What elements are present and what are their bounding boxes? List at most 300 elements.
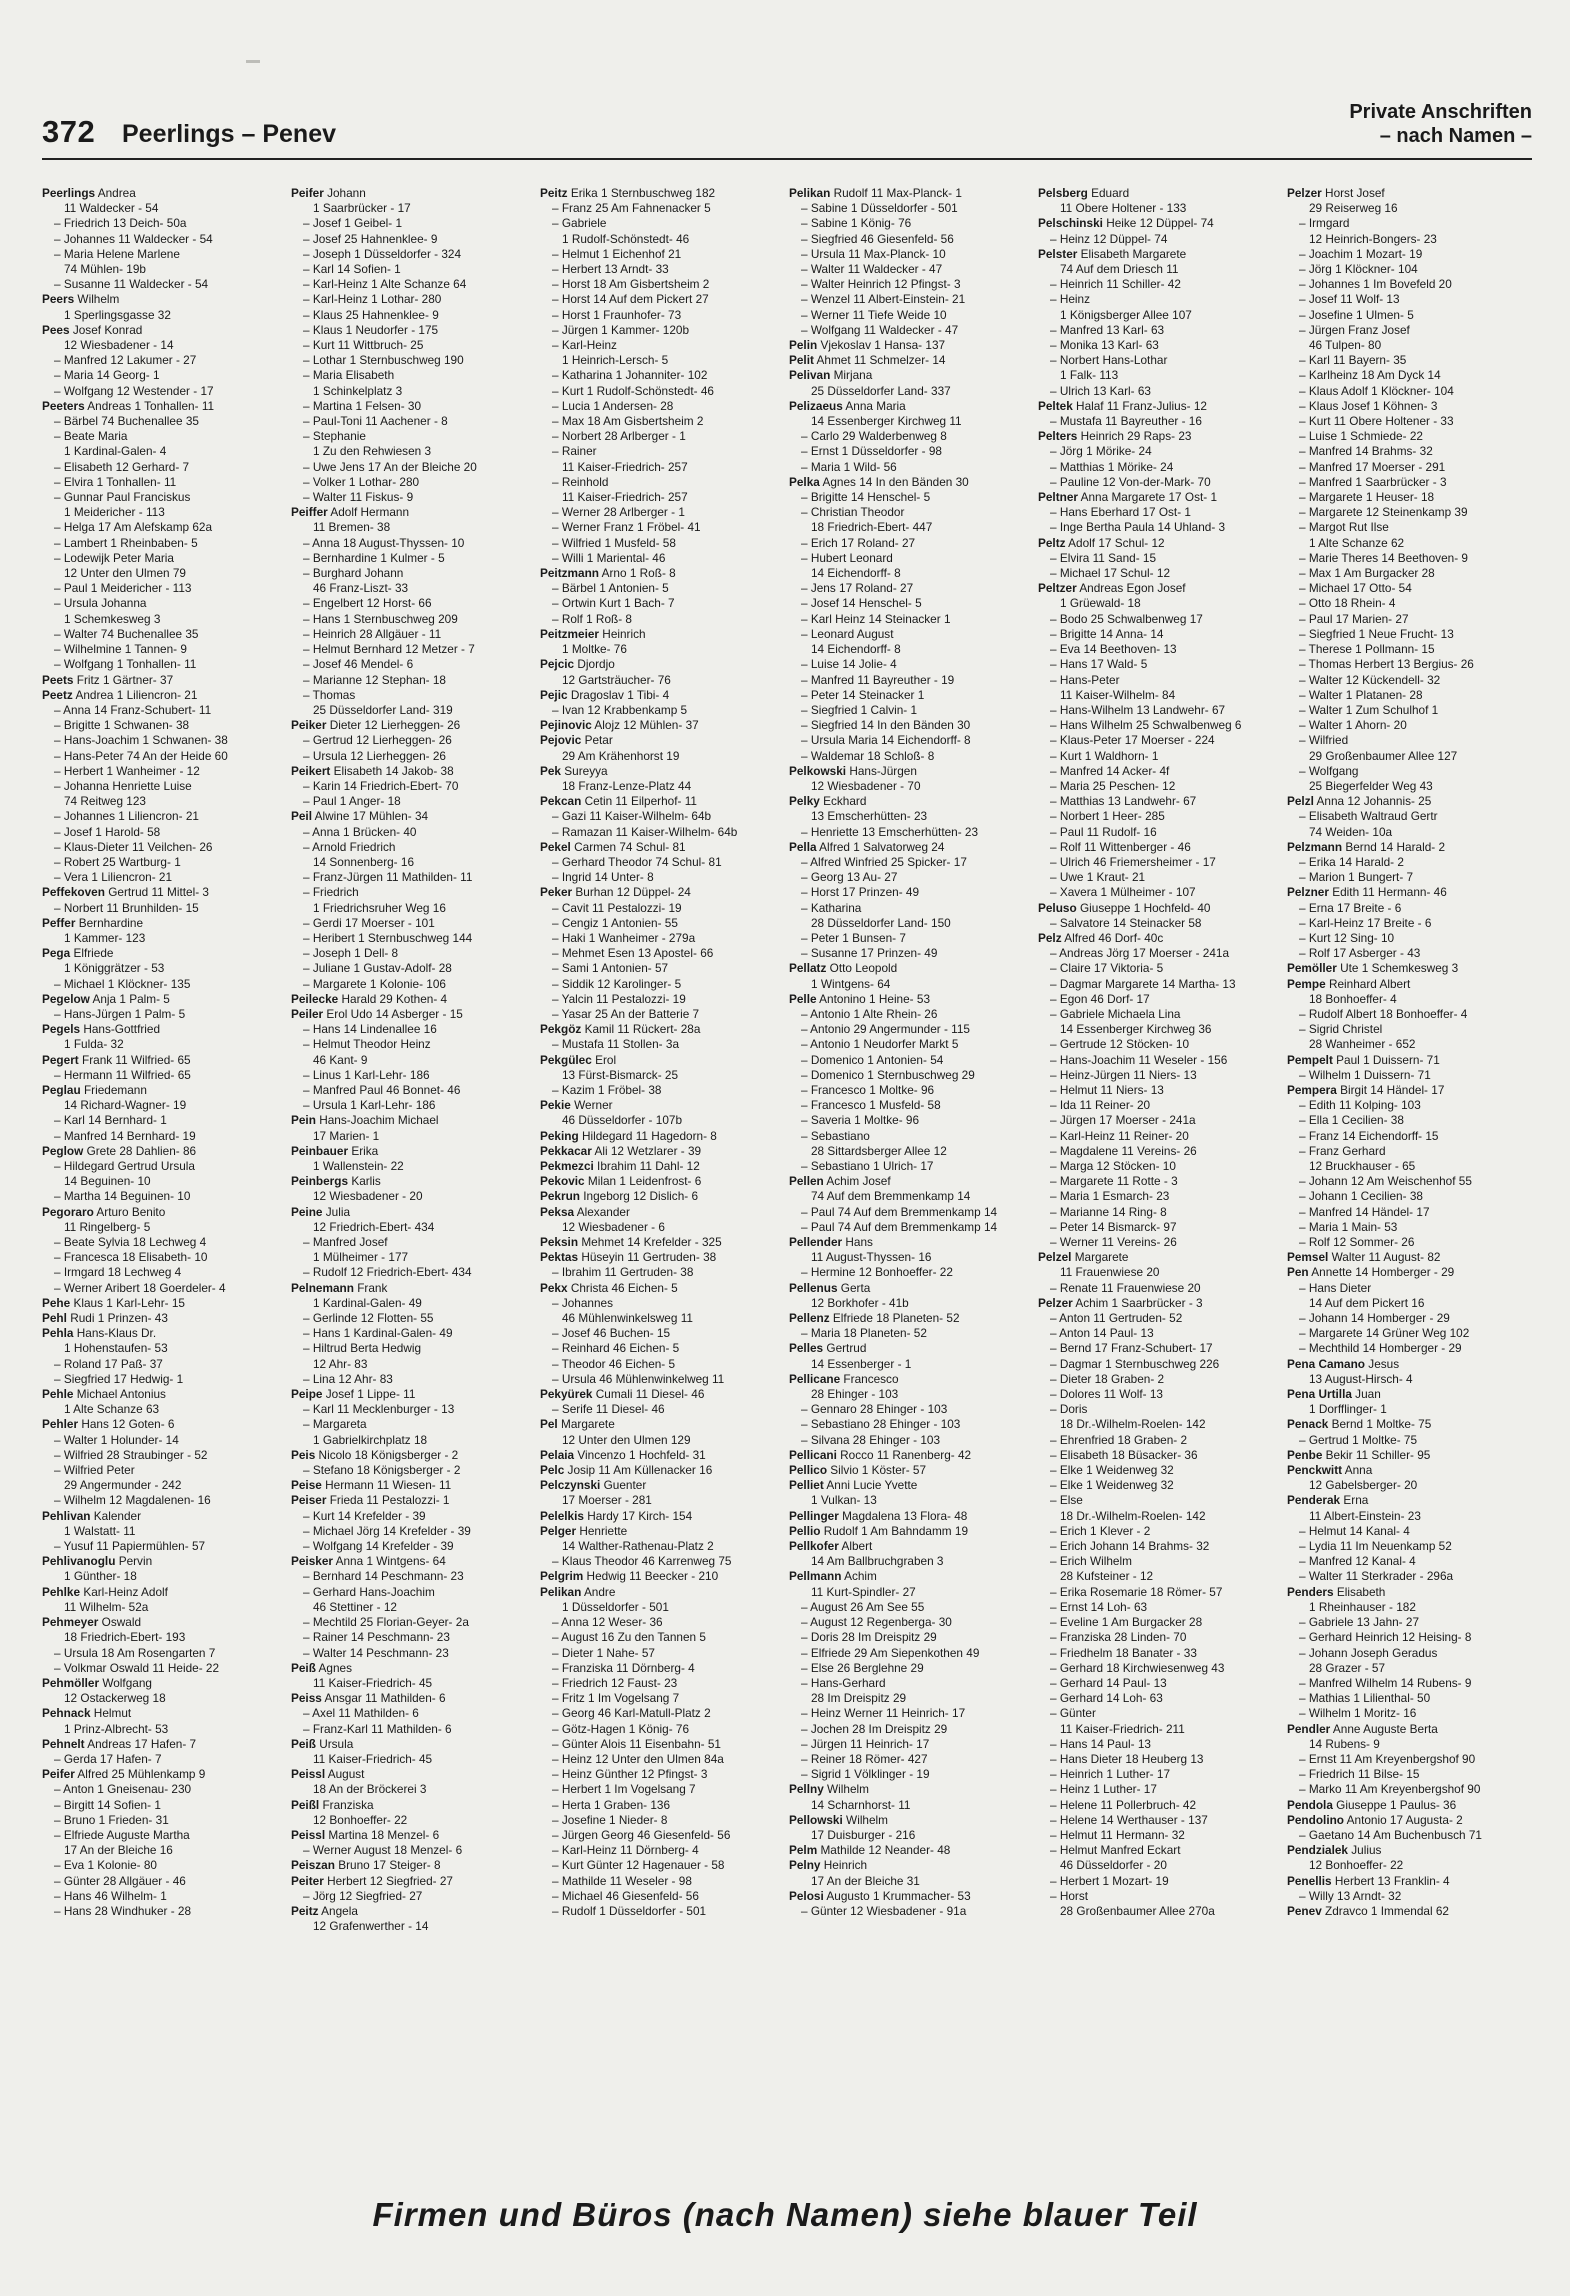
directory-subentry: – Manfred 14 Händel- 17 <box>1299 1204 1430 1219</box>
directory-entry: Peluso Giuseppe 1 Hochfeld- 40 <box>1038 900 1211 915</box>
address-line: 46 Mühlenwinkelsweg 11 <box>562 1311 693 1326</box>
directory-subentry: – Eva 1 Kolonie- 80 <box>54 1858 157 1873</box>
directory-subentry: – Manfred 14 Bernhard- 19 <box>54 1128 196 1143</box>
surname: Pelzmann <box>1287 839 1343 854</box>
address-line: 28 Düsseldorfer Land- 150 <box>811 915 951 930</box>
surname: Pehlivan <box>42 1508 91 1523</box>
directory-subentry: – Willy 13 Arndt- 32 <box>1299 1888 1402 1903</box>
address-line: 17 An der Bleiche 16 <box>64 1843 173 1858</box>
directory-entry: Pendola Giuseppe 1 Paulus- 36 <box>1287 1797 1457 1812</box>
surname: Pegelow <box>42 991 90 1006</box>
address-line: 12 Gabelsberger- 20 <box>1309 1478 1418 1493</box>
address-line: 29 Angermunder - 242 <box>64 1478 182 1493</box>
address-line: 14 Essenberger Kirchweg 11 <box>811 414 962 429</box>
directory-entry: Peglau Friedemann <box>42 1082 147 1097</box>
directory-entry: Pekie Werner <box>540 1098 613 1113</box>
directory-subentry: – Manfred 14 Acker- 4f <box>1050 763 1170 778</box>
directory-subentry: – Karl 11 Bayern- 35 <box>1299 353 1407 368</box>
directory-subentry: – Hans-Peter <box>1050 672 1120 687</box>
directory-entry: Peltek Halaf 11 Franz-Julius- 12 <box>1038 398 1207 413</box>
directory-subentry: – Walter 11 Fiskus- 9 <box>303 490 414 505</box>
directory-subentry: – Otto 18 Rhein- 4 <box>1299 596 1396 611</box>
directory-subentry: – Gerda 17 Hafen- 7 <box>54 1751 162 1766</box>
directory-subentry: – Karl-Heinz 11 Dörnberg- 4 <box>552 1843 699 1858</box>
address-line: 46 Düsseldorfer - 20 <box>1060 1858 1167 1873</box>
surname: Peise <box>291 1478 322 1493</box>
directory-subentry: – Heinz-Jürgen 11 Niers- 13 <box>1050 1067 1197 1082</box>
directory-subentry: – Carlo 29 Walderbenweg 8 <box>801 429 947 444</box>
directory-subentry: – Kurt 14 Krefelder - 39 <box>303 1508 426 1523</box>
directory-entry: Pellender Hans <box>789 1235 873 1250</box>
directory-subentry: – Anton 14 Paul- 13 <box>1050 1326 1154 1341</box>
surname: Penderak <box>1287 1493 1341 1508</box>
directory-subentry: – Hans Eberhard 17 Ost- 1 <box>1050 505 1191 520</box>
directory-entry: Peers Wilhelm <box>42 292 120 307</box>
directory-subentry: – August 26 Am See 55 <box>801 1599 925 1614</box>
directory-subentry: – Ernst 11 Am Kreyenbergshof 90 <box>1299 1751 1476 1766</box>
surname: Pendzialek <box>1287 1843 1348 1858</box>
directory-subentry: – Jörg 12 Siegfried- 27 <box>303 1888 423 1903</box>
directory-subentry: – Antonio 29 Angermunder - 115 <box>801 1022 970 1037</box>
directory-subentry: – Friedrich 11 Bilse- 15 <box>1299 1767 1420 1782</box>
directory-entry: Pek Sureyya <box>540 763 608 778</box>
directory-entry: Peise Hermann 11 Wiesen- 11 <box>291 1478 452 1493</box>
directory-entry: Penckwitt Anna <box>1287 1463 1373 1478</box>
directory-subentry: – Klaus-Peter 17 Moerser - 224 <box>1050 733 1215 748</box>
directory-subentry: – Wilhelm 1 Duissern- 71 <box>1299 1067 1431 1082</box>
directory-entry: Peine Julia <box>291 1204 351 1219</box>
surname: Peiser <box>291 1493 327 1508</box>
directory-subentry: – Herbert 1 Mozart- 19 <box>1050 1873 1169 1888</box>
directory-subentry: – Cavit 11 Pestalozzi- 19 <box>552 900 682 915</box>
directory-subentry: – Josef 1 Geibel- 1 <box>303 216 403 231</box>
directory-entry: Pegels Hans-Gottfried <box>42 1022 161 1037</box>
directory-entry: Pelosi Augusto 1 Krummacher- 53 <box>789 1888 971 1903</box>
surname: Peitzmann <box>540 566 599 581</box>
directory-subentry: – Heinz 12 Unter den Ulmen 84a <box>552 1751 724 1766</box>
surname: Pelm <box>789 1843 818 1858</box>
directory-subentry: – Ursula 12 Lierheggen- 26 <box>303 748 446 763</box>
directory-entry: Pemsel Walter 11 August- 82 <box>1287 1250 1441 1265</box>
directory-subentry: – Hermann 11 Wilfried- 65 <box>54 1067 191 1082</box>
directory-subentry: – Susanne 17 Prinzen- 49 <box>801 946 938 961</box>
directory-entry: Pelkowski Hans-Jürgen <box>789 763 917 778</box>
directory-subentry: – Serife 11 Diesel- 46 <box>552 1402 665 1417</box>
address-line: 1 Kammer- 123 <box>64 930 146 945</box>
surname: Pehlke <box>42 1584 81 1599</box>
directory-subentry: – Ingrid 14 Unter- 8 <box>552 870 654 885</box>
surname: Pehnelt <box>42 1736 85 1751</box>
surname: Pehe <box>42 1295 71 1310</box>
address-line: 12 Ostackerweg 18 <box>64 1691 166 1706</box>
address-line: 28 Grazer - 57 <box>1309 1660 1386 1675</box>
directory-subentry: – Kurt 1 Waldhorn- 1 <box>1050 748 1159 763</box>
directory-subentry: – Christian Theodor <box>801 505 905 520</box>
directory-subentry: – Günter Alois 11 Eisenbahn- 51 <box>552 1736 721 1751</box>
address-line: 1 Meidericher - 113 <box>64 505 165 520</box>
directory-entry: Pelikan Andre <box>540 1584 616 1599</box>
directory-subentry: – Siegfried 17 Hedwig- 1 <box>54 1371 184 1386</box>
directory-subentry: – Manfred 12 Kanal- 4 <box>1299 1554 1416 1569</box>
surname: Peis <box>291 1447 316 1462</box>
surname: Pelin <box>789 338 818 353</box>
directory-subentry: – Hans 17 Wald- 5 <box>1050 657 1148 672</box>
directory-entry: Peifer Johann <box>291 186 366 200</box>
directory-subentry: – Maria 14 Georg- 1 <box>54 368 160 383</box>
directory-entry: Pelz Alfred 46 Dorf- 40c <box>1038 930 1164 945</box>
directory-subentry: – Werner Franz 1 Fröbel- 41 <box>552 520 701 535</box>
directory-subentry: – Matthias 1 Mörike- 24 <box>1050 459 1174 474</box>
directory-subentry: – Ida 11 Reiner- 20 <box>1050 1098 1151 1113</box>
directory-subentry: – Ursula Maria 14 Eichendorff- 8 <box>801 733 971 748</box>
directory-subentry: – Gerhard Hans-Joachim <box>303 1584 435 1599</box>
surname: Peltek <box>1038 398 1073 413</box>
directory-subentry: – Erna 17 Breite - 6 <box>1299 900 1402 915</box>
directory-subentry: – Helmut 1 Eichenhof 21 <box>552 246 682 261</box>
surname: Peltzer <box>1038 581 1077 596</box>
surname: Pehler <box>42 1417 79 1432</box>
surname: Pekyürek <box>540 1387 593 1402</box>
address-line: 14 Walther-Rathenau-Platz 2 <box>562 1539 714 1554</box>
directory-subentry: – Francesco 1 Moltke- 96 <box>801 1082 935 1097</box>
address-line: 12 Wiesbadener - 20 <box>313 1189 423 1204</box>
directory-subentry: – Manfred Wilhelm 14 Rubens- 9 <box>1299 1675 1472 1690</box>
directory-subentry: – Silvana 28 Ehinger - 103 <box>801 1432 941 1447</box>
directory-subentry: – Kurt Günter 12 Hagenauer - 58 <box>552 1858 725 1873</box>
surname: Pellen <box>789 1174 824 1189</box>
directory-subentry: – Eva 14 Beethoven- 13 <box>1050 642 1177 657</box>
directory-subentry: – Gunnar Paul Franciskus <box>54 490 191 505</box>
surname: Pelosi <box>789 1888 824 1903</box>
directory-subentry: – Magdalene 11 Vereins- 26 <box>1050 1143 1197 1158</box>
directory-subentry: – Wilhelm 12 Magdalenen- 16 <box>54 1493 211 1508</box>
surname: Pellmann <box>789 1569 842 1584</box>
directory-entry: Penev Zdravco 1 Immendal 62 <box>1287 1903 1449 1918</box>
directory-subentry: – Maria 1 Esmarch- 23 <box>1050 1189 1170 1204</box>
address-line: 1 Falk- 113 <box>1060 368 1119 383</box>
directory-subentry: – Hiltrud Berta Hedwig <box>303 1341 422 1356</box>
directory-subentry: – Marianne 14 Ring- 8 <box>1050 1204 1167 1219</box>
directory-subentry: – Alfred Winfried 25 Spicker- 17 <box>801 854 967 869</box>
directory-subentry: – Klaus Josef 1 Köhnen- 3 <box>1299 398 1438 413</box>
directory-subentry: – Hans 28 Windhuker - 28 <box>54 1903 192 1918</box>
surname: Pelzel <box>1038 1250 1072 1265</box>
directory-entry: Penack Bernd 1 Moltke- 75 <box>1287 1417 1432 1432</box>
section-title <box>1349 100 1532 148</box>
directory-entry: Peffer Bernhardine <box>42 915 144 930</box>
directory-subentry: – Maria 18 Planeten- 52 <box>801 1326 927 1341</box>
directory-subentry: – Peter 14 Bismarck- 97 <box>1050 1219 1177 1234</box>
directory-subentry: – Paul 1 Anger- 18 <box>303 794 401 809</box>
surname: Pees <box>42 322 70 337</box>
address-line: 28 Großenbaumer Allee 270a <box>1060 1903 1215 1918</box>
surname: Peksa <box>540 1204 575 1219</box>
surname: Pelschinski <box>1038 216 1103 231</box>
surname: Peinbauer <box>291 1143 349 1158</box>
surname: Pehnack <box>42 1706 91 1721</box>
directory-entry: Pejinovic Alojz 12 Mühlen- 37 <box>540 718 699 733</box>
directory-subentry: – Walter 1 Ahorn- 20 <box>1299 718 1407 733</box>
surname: Pelka <box>789 474 820 489</box>
address-line: 14 Beguinen- 10 <box>64 1174 151 1189</box>
address-line: 1 Heinrich-Lersch- 5 <box>562 353 669 368</box>
directory-subentry: – Klaus 1 Neudorfer - 175 <box>303 322 439 337</box>
directory-entry: Pemöller Ute 1 Schemkesweg 3 <box>1287 961 1459 976</box>
surname: Peerlings <box>42 186 96 200</box>
address-line: 12 Grafenwerther - 14 <box>313 1919 429 1934</box>
address-line: 1 Königgrätzer - 53 <box>64 961 165 976</box>
directory-subentry: – Peter 14 Steinacker 1 <box>801 687 925 702</box>
directory-entry: Pena Urtilla Juan <box>1287 1387 1381 1402</box>
directory-entry: Penderak Erna <box>1287 1493 1369 1508</box>
directory-subentry: – Wilhelmine 1 Tannen- 9 <box>54 642 187 657</box>
directory-subentry: – Kurt 12 Sing- 10 <box>1299 930 1395 945</box>
directory-subentry: – Margarete 11 Rotte - 3 <box>1050 1174 1178 1189</box>
directory-subentry: – Paul 74 Auf dem Bremmenkamp 14 <box>801 1219 998 1234</box>
directory-subentry: – Max 1 Am Burgacker 28 <box>1299 566 1435 581</box>
directory-subentry: – Wilfried Peter <box>54 1463 135 1478</box>
surname: Pellico <box>789 1463 828 1478</box>
surname: Peetz <box>42 687 73 702</box>
directory-subentry: – Erich 1 Klever - 2 <box>1050 1523 1151 1538</box>
address-line: 1 Kardinal-Galen- 49 <box>313 1295 422 1310</box>
directory-entry: Pekgülec Erol <box>540 1052 617 1067</box>
directory-subentry: – Johannes <box>552 1295 614 1310</box>
directory-subentry: – Johanna Henriette Luise <box>54 778 192 793</box>
directory-subentry: – Engelbert 12 Horst- 66 <box>303 596 432 611</box>
directory-subentry: – Joseph 1 Düsseldorfer - 324 <box>303 246 462 261</box>
directory-subentry: – Hans-Jürgen 1 Palm- 5 <box>54 1006 186 1021</box>
directory-subentry: – Hans Dieter <box>1299 1280 1372 1295</box>
directory-entry: Pen Annette 14 Homberger - 29 <box>1287 1265 1455 1280</box>
scan-mark <box>246 60 260 63</box>
address-line: 1 Schemkesweg 3 <box>64 611 161 626</box>
directory-subentry: – Johann 1 Cecilien- 38 <box>1299 1189 1423 1204</box>
directory-subentry: – Paul-Toni 11 Aachener - 8 <box>303 414 448 429</box>
surname: Peker <box>540 885 573 900</box>
address-line: 14 Essenberger Kirchweg 36 <box>1060 1022 1212 1037</box>
directory-subentry: – Dieter 1 Nahe- 57 <box>552 1645 655 1660</box>
address-line: 11 Albert-Einstein- 23 <box>1309 1508 1421 1523</box>
surname: Peissl <box>291 1767 326 1782</box>
directory-subentry: – Francesco 1 Musfeld- 58 <box>801 1098 941 1113</box>
directory-entry: Pegert Frank 11 Wilfried- 65 <box>42 1052 191 1067</box>
directory-subentry: – Monika 13 Karl- 63 <box>1050 338 1159 353</box>
surname: Peiler <box>291 1006 324 1021</box>
directory-subentry: – Willi 1 Mariental- 46 <box>552 550 666 565</box>
directory-subentry: – Horst 1 Fraunhofer- 73 <box>552 307 682 322</box>
address-line: 46 Kant- 9 <box>313 1052 368 1067</box>
surname: Pelivan <box>789 368 831 383</box>
section-title-line1: Private Anschriften <box>1349 101 1532 123</box>
directory-subentry: – Gerhard Heinrich 12 Heising- 8 <box>1299 1630 1472 1645</box>
section-title-line2: – nach Namen – <box>1379 125 1532 147</box>
directory-subentry: – Hans-Gerhard <box>801 1675 886 1690</box>
directory-subentry: – Bruno 1 Frieden- 31 <box>54 1812 169 1827</box>
directory-subentry: – Helmut 11 Niers- 13 <box>1050 1082 1164 1097</box>
directory-subentry: – Karin 14 Friedrich-Ebert- 70 <box>303 778 459 793</box>
address-line: 18 An der Bröckerei 3 <box>313 1782 427 1797</box>
surname: Pendler <box>1287 1721 1331 1736</box>
directory-entry: Pektas Hüseyin 11 Gertruden- 38 <box>540 1250 717 1265</box>
directory-subentry: – Helmut Bernhard 12 Metzer - 7 <box>303 642 475 657</box>
directory-subentry: – Elisabeth 18 Büsacker- 36 <box>1050 1447 1198 1462</box>
directory-entry: Pendzialek Julius <box>1287 1843 1382 1858</box>
directory-subentry: – Wenzel 11 Albert-Einstein- 21 <box>801 292 966 307</box>
directory-entry: Peetz Andrea 1 Liliencron- 21 <box>42 687 198 702</box>
address-line: 11 August-Thyssen- 16 <box>811 1250 932 1265</box>
directory-subentry: – Hans-Joachim 1 Schwanen- 38 <box>54 733 228 748</box>
page-header <box>42 100 1532 160</box>
directory-entry: Penders Elisabeth <box>1287 1584 1386 1599</box>
directory-subentry: – Joachim 1 Mozart- 19 <box>1299 246 1423 261</box>
surname: Peilecke <box>291 991 339 1006</box>
directory-subentry: – Brigitte 14 Henschel- 5 <box>801 490 931 505</box>
directory-entry: Pelger Henriette <box>540 1523 628 1538</box>
directory-entry: Pellkofer Albert <box>789 1539 873 1554</box>
directory-subentry: – Reinhold <box>552 474 609 489</box>
directory-entry: Pelikan Rudolf 11 Max-Planck- 1 <box>789 186 962 200</box>
directory-entry: Pelster Elisabeth Margarete <box>1038 246 1187 261</box>
directory-subentry: – Fritz 1 Im Vogelsang 7 <box>552 1691 680 1706</box>
address-line: 11 Waldecker - 54 <box>64 201 159 216</box>
directory-subentry: – Walter 11 Waldecker - 47 <box>801 262 943 277</box>
directory-subentry: – Erich Wilhelm <box>1050 1554 1132 1569</box>
directory-subentry: – Walter 1 Platanen- 28 <box>1299 687 1423 702</box>
directory-subentry: – Ortwin Kurt 1 Bach- 7 <box>552 596 675 611</box>
directory-entry: Pejic Dragoslav 1 Tibi- 4 <box>540 687 670 702</box>
directory-entry: Peinbergs Karlis <box>291 1174 381 1189</box>
directory-subentry: – Hans 1 Sternbuschweg 209 <box>303 611 458 626</box>
directory-subentry: – Beate Maria <box>54 429 128 444</box>
directory-subentry: – Saveria 1 Moltke- 96 <box>801 1113 920 1128</box>
surname: Pena Camano <box>1287 1356 1366 1371</box>
directory-subentry: – Marianne 12 Stephan- 18 <box>303 672 446 687</box>
directory-subentry: – Erika Rosemarie 18 Römer- 57 <box>1050 1584 1223 1599</box>
directory-subentry: – Walter 12 Kückendell- 32 <box>1299 672 1441 687</box>
directory-subentry: – Axel 11 Mathilden- 6 <box>303 1706 419 1721</box>
directory-subentry: – Siegfried 1 Neue Frucht- 13 <box>1299 626 1454 641</box>
directory-subentry: – Juliane 1 Gustav-Adolf- 28 <box>303 961 452 976</box>
directory-subentry: – Hildegard Gertrud Ursula <box>54 1159 195 1173</box>
directory-subentry: – Lucia 1 Andersen- 28 <box>552 398 674 413</box>
address-line: 11 Bremen- 38 <box>313 520 391 535</box>
directory-subentry: – Kurt 1 Rudolf-Schönstedt- 46 <box>552 383 714 398</box>
directory-subentry: – Jürgen Georg 46 Giesenfeld- 56 <box>552 1827 731 1842</box>
directory-subentry: – Maria 25 Peschen- 12 <box>1050 778 1176 793</box>
directory-subentry: – Elisabeth Waltraud Gertr <box>1299 809 1438 824</box>
directory-subentry: – Irmgard <box>1299 216 1350 231</box>
directory-subentry: – Michael 46 Giesenfeld- 56 <box>552 1888 699 1903</box>
directory-entry: Pelschinski Heike 12 Düppel- 74 <box>1038 216 1214 231</box>
directory-subentry: – Karl-Heinz 17 Breite - 6 <box>1299 915 1432 930</box>
surname: Pelizaeus <box>789 398 843 413</box>
surname: Pelikan <box>789 186 831 200</box>
directory-entry: Peißl Franziska <box>291 1797 374 1812</box>
directory-entry: Pella Alfred 1 Salvatorweg 24 <box>789 839 945 854</box>
address-line: 1 Düsseldorfer - 501 <box>562 1599 669 1614</box>
directory-subentry: – Gertrud 1 Moltke- 75 <box>1299 1432 1418 1447</box>
directory-subentry: – Ursula 18 Am Rosengarten 7 <box>54 1645 216 1660</box>
surname: Pelaia <box>540 1447 575 1462</box>
surname: Penellis <box>1287 1873 1332 1888</box>
directory-subentry: – Karl-Heinz <box>552 338 617 353</box>
directory-subentry: – Anna 1 Brücken- 40 <box>303 824 417 839</box>
directory-subentry: – Marga 12 Stöcken- 10 <box>1050 1159 1176 1173</box>
address-line: 29 Reiserweg 16 <box>1309 201 1398 216</box>
directory-subentry: – Uwe Jens 17 An der Bleiche 20 <box>303 459 477 474</box>
directory-entry: Pellicani Rocco 11 Ranenberg- 42 <box>789 1447 972 1462</box>
directory-entry: Peiker Dieter 12 Lierheggen- 26 <box>291 718 461 733</box>
address-line: 14 Richard-Wagner- 19 <box>64 1098 187 1113</box>
directory-entry: Pel Margarete <box>540 1417 615 1432</box>
surname: Pellicane <box>789 1371 841 1386</box>
surname: Pellenus <box>789 1280 838 1295</box>
directory-subentry: – Maria Helene Marlene <box>54 246 180 261</box>
address-line: 18 Friedrich-Ebert- 193 <box>64 1630 186 1645</box>
directory-subentry: – Elvira 1 Tonhallen- 11 <box>54 474 177 489</box>
directory-subentry: – Margarete 1 Kolonie- 106 <box>303 976 446 991</box>
directory-subentry: – Karlheinz 18 Am Dyck 14 <box>1299 368 1441 383</box>
directory-subentry: – Bernd 17 Franz-Schubert- 17 <box>1050 1341 1213 1356</box>
directory-subentry: – Theodor 46 Eichen- 5 <box>552 1356 676 1371</box>
directory-subentry: – Marion 1 Bungert- 7 <box>1299 870 1414 885</box>
surname: Pekgöz <box>540 1022 582 1037</box>
directory-subentry: – Michael Jörg 14 Krefelder - 39 <box>303 1523 471 1538</box>
address-line: 12 Friedrich-Ebert- 434 <box>313 1219 435 1234</box>
directory-subentry: – Gerhard Theodor 74 Schul- 81 <box>552 854 722 869</box>
directory-subentry: – Friedrich 12 Faust- 23 <box>552 1675 678 1690</box>
directory-subentry: – Ursula 46 Mühlenwinkelweg 11 <box>552 1371 725 1386</box>
address-line: 1 Friedrichsruher Weg 16 <box>313 900 446 915</box>
surname: Pehmeyer <box>42 1615 99 1630</box>
surname: Pekx <box>540 1280 568 1295</box>
directory-subentry: – Katharina <box>801 900 862 915</box>
page-number: 372 <box>42 114 96 149</box>
directory-subentry: – Cengiz 1 Antonien- 55 <box>552 915 678 930</box>
directory-subentry: – Erich 17 Roland- 27 <box>801 535 916 550</box>
surname: Pelsberg <box>1038 186 1088 200</box>
directory-subentry: – Stephanie <box>303 429 366 444</box>
directory-entry: Pehl Rudi 1 Prinzen- 43 <box>42 1311 168 1326</box>
directory-subentry: – Volker 1 Lothar- 280 <box>303 474 420 489</box>
surname: Pellicani <box>789 1447 837 1462</box>
address-line: 11 Frauenwiese 20 <box>1060 1265 1160 1280</box>
directory-subentry: – Margarete 14 Grüner Weg 102 <box>1299 1326 1470 1341</box>
directory-entry: Pelc Josip 11 Am Küllenacker 16 <box>540 1463 713 1478</box>
directory-entry: Penellis Herbert 13 Franklin- 4 <box>1287 1873 1450 1888</box>
directory-subentry: – Johannes 1 Liliencron- 21 <box>54 809 199 824</box>
directory-subentry: – Franz-Jürgen 11 Mathilden- 11 <box>303 870 473 885</box>
directory-entry: Pelit Ahmet 11 Schmelzer- 14 <box>789 353 946 368</box>
directory-subentry: – Walter 11 Sterkrader - 296a <box>1299 1569 1454 1584</box>
directory-subentry: – Klaus 25 Hahnenklee- 9 <box>303 307 439 322</box>
directory-subentry: – Hans-Wilhelm 13 Landwehr- 67 <box>1050 702 1226 717</box>
directory-subentry: – Erich Johann 14 Brahms- 32 <box>1050 1539 1210 1554</box>
directory-subentry: – Mustafa 11 Stollen- 3a <box>552 1037 680 1052</box>
directory-subentry: – Henriette 13 Emscherhütten- 23 <box>801 824 979 839</box>
address-line: 1 Fulda- 32 <box>64 1037 124 1052</box>
directory-subentry: – Wolfgang 1 Tonhallen- 11 <box>54 657 197 672</box>
surname: Pega <box>42 946 71 961</box>
directory-subentry: – Franz Gerhard <box>1299 1143 1386 1158</box>
directory-subentry: – Hans Wilhelm 25 Schwalbenweg 6 <box>1050 718 1242 733</box>
directory-subentry: – Werner 28 Arlberger - 1 <box>552 505 685 520</box>
directory-entry: Pelliet Anni Lucie Yvette <box>789 1478 918 1493</box>
directory-subentry: – Norbert Hans-Lothar <box>1050 353 1168 368</box>
directory-subentry: – Xavera 1 Mülheimer - 107 <box>1050 885 1196 900</box>
directory-subentry: – Manfred 11 Bayreuther - 19 <box>801 672 955 687</box>
